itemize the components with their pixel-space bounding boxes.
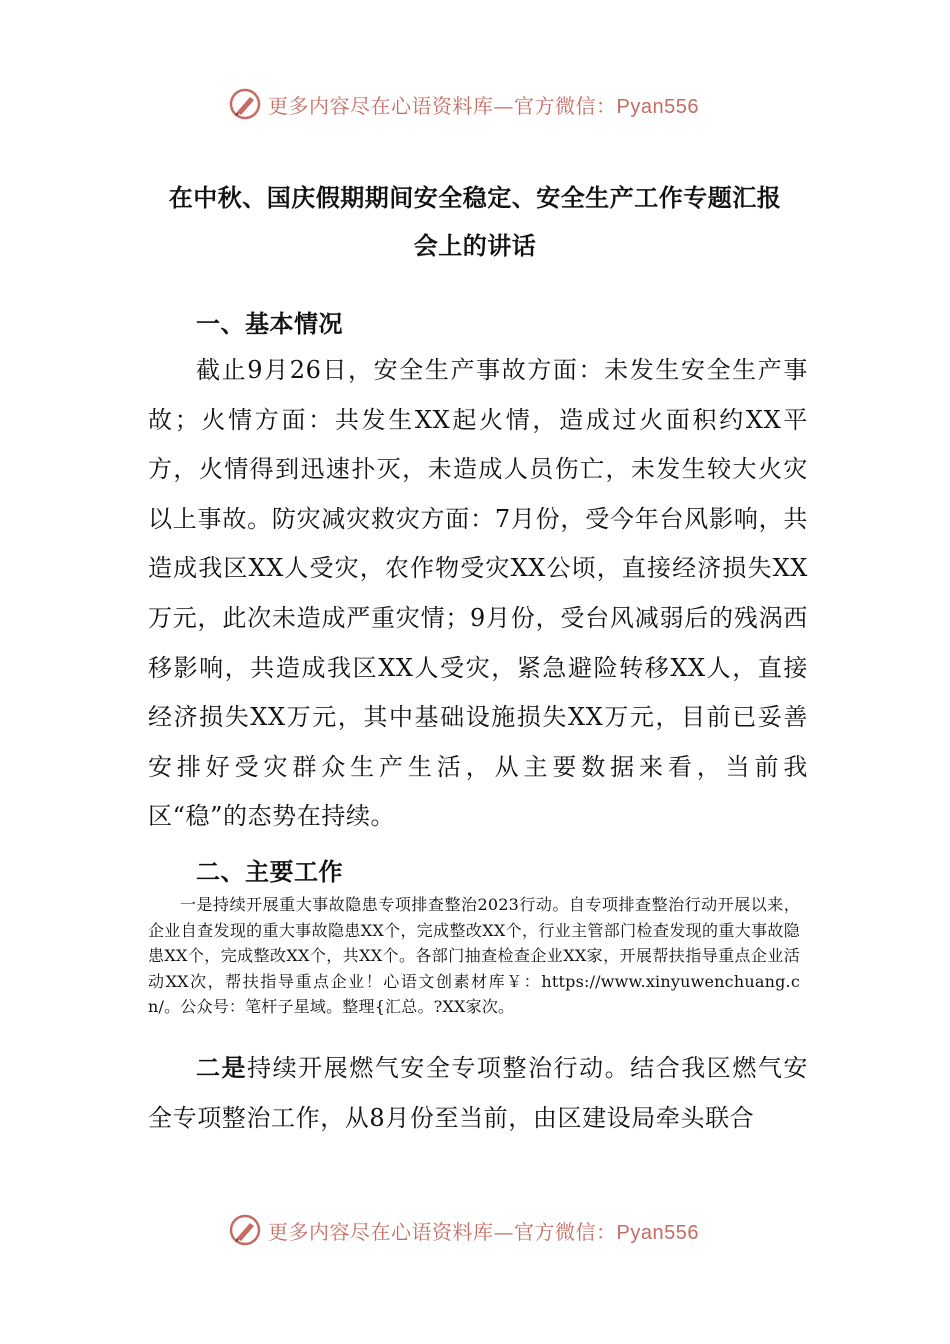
document-title (150, 174, 800, 270)
header-watermark-text: 更多内容尽在心语资料库—官方微信：Pyan556 (268, 93, 699, 118)
pen-nib-logo-icon (228, 1213, 262, 1247)
paragraph-body-text: 持续开展燃气安全专项整治行动。结合我区燃气安全专项整治工作，从8月份至当前，由区建设局牵头联合 (148, 1054, 808, 1132)
section-1-paragraph: 截止9月26日，安全生产事故方面：未发生安全生产事故；火情方面：共发生XX起火情，造成过火面积约XX平方，火情得到迅速扑灭，未造成人员伤亡，未发生较大火灾以上事故。防灾减灾救灾方面：7月份，受今年台风影响，共造成我区XX人受灾，农作物受灾XX公顷，直接经济损失XX万元，此次未造成严重灾情；9月份，受台风减弱后的残涡西移影响，共造成我区XX人受灾，紧急避险转移XX人，直接经济损失XX万元，其中基础设施损失XX万元，目前已妥善安排好受灾群众生产生活，从主要数据来看，当前我区“稳”的态势在持续。 (148, 356, 808, 831)
section-heading-main-work: 二、主要工作 (196, 858, 343, 886)
title-line-1: 在中秋、国庆假期期间安全稳定、安全生产工作专题汇报 (168, 184, 782, 212)
pen-nib-logo-icon (228, 87, 262, 121)
section-2-small-paragraph: 一是持续开展重大事故隐患专项排查整治2023行动。自专项排查整治行动开展以来，企业自查发现的重大事故隐患XX个，完成整改XX个，行业主管部门检查发现的重大事故隐患XX个，完成整改XX个，共XX个。各部门抽查检查企业XX家，开展帮扶指导重点企业活动XX次，帮扶指导重点企业！心语文创素材库￥：https://www.xinyuwenchuang.cn/。公众号：笔杆子星域。整理{汇总。?XX家次。 (148, 895, 800, 1017)
footer-watermark-banner (228, 1210, 748, 1250)
header-watermark-banner (228, 84, 748, 124)
section-2-paragraph-2 (148, 1044, 808, 1143)
paragraph-lead-text: 二是 (196, 1054, 248, 1082)
section-heading-basic-situation: 一、基本情况 (196, 310, 343, 338)
title-line-2: 会上的讲话 (413, 232, 537, 260)
footer-watermark-text: 更多内容尽在心语资料库—官方微信：Pyan556 (268, 1219, 699, 1244)
